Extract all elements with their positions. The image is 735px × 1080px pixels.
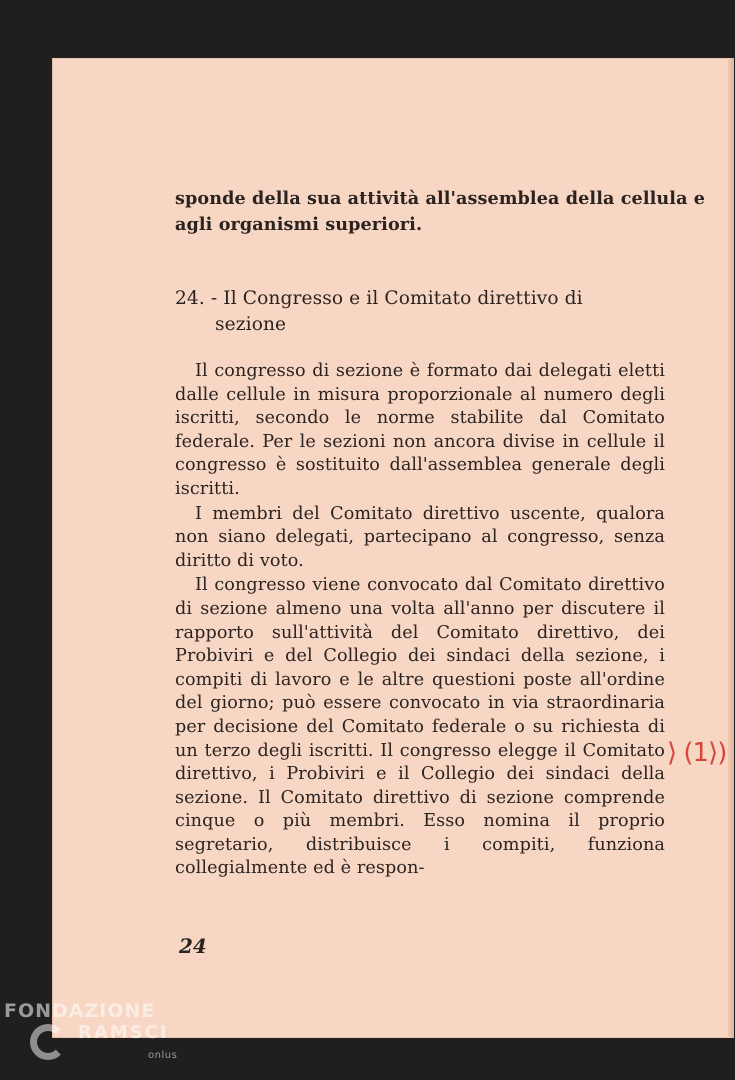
section-number: 24. (175, 288, 205, 309)
paragraph-3: Il congresso viene convocato dal Comitato direttivo di sezione almeno una volta all'anno per discutere il rapporto sull'attività del Comitato direttivo, dei Probiviri e del Collegio dei sindaci della sezione, i compiti di lavoro e le altre questioni poste all'ordine del giorno; può essere convocato in via straordinaria per decisione del Comitato federale o su richiesta di un terzo degli iscritti. Il congresso elegge il Comitato direttivo, i Probiviri e il Collegio dei sindaci della sezione. Il Comitato direttivo di sezione comprende cinque o più membri. Esso nomina il proprio segretario, distribuisce i compiti, funziona collegialmente ed è respon- (175, 575, 665, 879)
paragraph-1: Il congresso di sezione è formato dai delegati eletti dalle cellule in misura proporzionale al numero degli iscritti, secondo le norme stabilite dal Comitato federale. Per le sezioni non ancora divise in cellule il congresso è sostituito dall'assemblea generale degli iscritti. (175, 361, 665, 499)
paragraph-2: I membri del Comitato direttivo uscente, qualora non siano delegati, partecipano al congresso, senza diritto di voto. (175, 503, 665, 571)
section-heading (175, 286, 715, 338)
page-number: 24 (179, 934, 207, 958)
lead-paragraph: sponde della sua attività all'assemblea della cellula e agli organismi superiori. (175, 188, 706, 235)
watermark-line2: RAMSCI (78, 1022, 169, 1043)
watermark-logo (0, 998, 185, 1080)
watermark-line1: FONDAZIONE (4, 1000, 156, 1022)
book-page (52, 58, 734, 1038)
section-title-continuation: sezione (215, 314, 287, 335)
section-title: - Il Congresso e il Comitato direttivo di (210, 288, 583, 309)
page-edge (728, 58, 734, 1038)
logo-g-icon (30, 1024, 66, 1060)
section-body (175, 360, 715, 882)
handwritten-margin-note: ⟩ (1⟩) (667, 738, 727, 768)
watermark-line3: onlus (148, 1050, 178, 1061)
